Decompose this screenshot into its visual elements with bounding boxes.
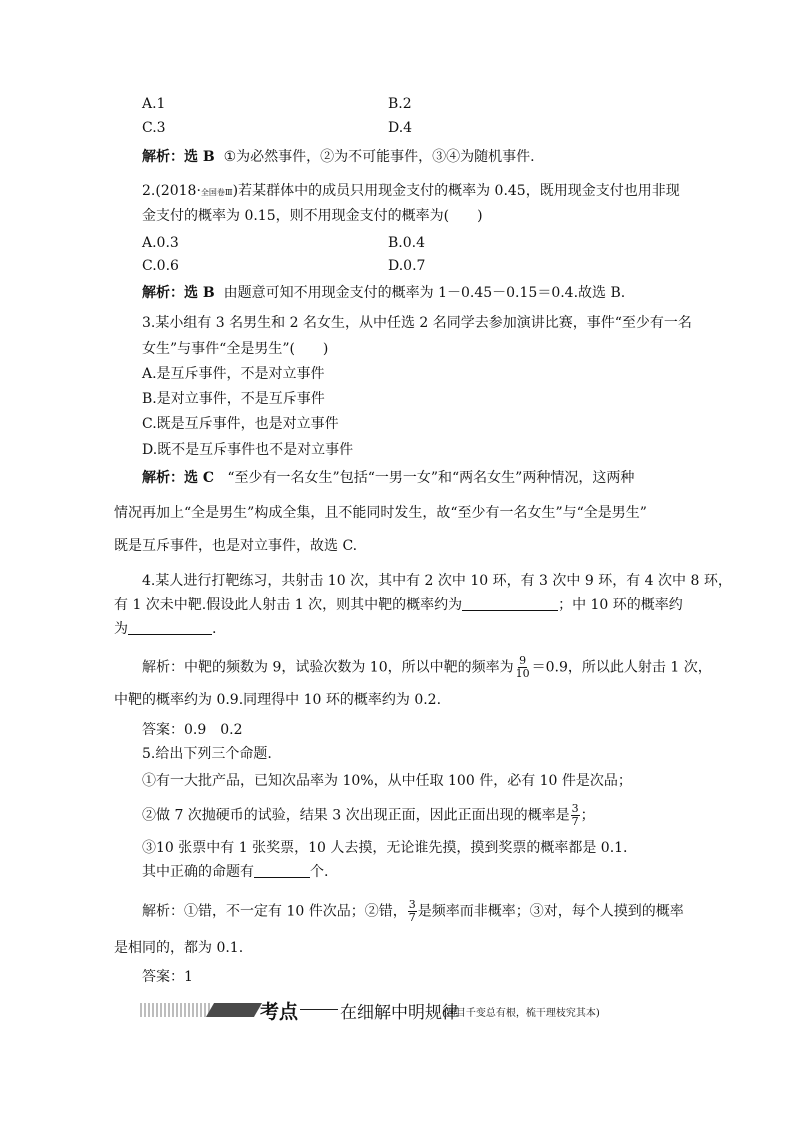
q3-solution-line3: 既是互斥事件，也是对立事件，故选 C. — [114, 538, 358, 554]
q2-option-a: A.0.3 — [142, 235, 179, 251]
banner-bar-decoration — [206, 1003, 262, 1017]
answer-blank-2[interactable] — [128, 620, 212, 635]
fraction-denominator: 7 — [408, 911, 416, 924]
q4-answer: 答案：0.9 0.2 — [142, 722, 243, 738]
q3-solution-line2: 情况再加上“全是男生”构成全集，且不能同时发生，故“至少有一名女生”与“全是男生” — [114, 505, 647, 521]
banner-subtitle: 在细解中明规律 — [340, 1003, 459, 1023]
q4-stem-line1: 4.某人进行打靶练习，共射击 10 次，其中有 2 次中 10 环，有 3 次中 9 环，有 4 次中 8 环， — [142, 573, 732, 589]
q3-solution-text: “至少有一名女生”包括“一男一女”和“两名女生”两种情况，这两种 — [227, 470, 635, 486]
q2-option-d: D.0.7 — [388, 258, 426, 274]
q3-solution-label: 解析：选 C — [142, 470, 215, 486]
fraction-denominator: 7 — [571, 815, 579, 828]
q3-stem-line2: 女生”与事件“全是男生”( ) — [142, 341, 329, 357]
q2-solution-text: 由题意可知不用现金支付的概率为 1－0.45－0.15＝0.4.故选 B. — [223, 285, 626, 301]
q3-option-b: B.是对立事件，不是互斥事件 — [142, 391, 325, 407]
q4-stem-line2 — [114, 595, 683, 615]
fraction-3-7 — [408, 899, 417, 924]
section-banner — [140, 997, 660, 1023]
q5-stem-line1: 5.给出下列三个命题. — [142, 746, 272, 762]
q4-stem-text-d: . — [212, 621, 217, 637]
q2-stem-text: )若某群体中的成员只用现金支付的概率为 0.45，既用现金支付也用非现 — [232, 183, 680, 199]
q5-solution-line1 — [142, 899, 684, 924]
q1-solution — [142, 147, 535, 167]
q5-question-text-b: 个. — [310, 864, 329, 880]
answer-blank-3[interactable] — [254, 863, 310, 878]
q5-proposition-2 — [142, 803, 595, 828]
q4-stem-text-c: 为 — [114, 621, 128, 637]
q4-stem-line3 — [114, 619, 216, 639]
fraction-9-10 — [515, 655, 531, 680]
q4-solution-text-b: ＝0.9，所以此人射击 1 次， — [531, 659, 712, 676]
banner-dash — [300, 1009, 338, 1010]
q5-proposition-1: ①有一大批产品，已知次品率为 10%，从中任取 100 件，必有 10 件是次品； — [142, 773, 632, 789]
q5-proposition-3: ③10 张票中有 1 张奖票，10 人去摸，无论谁先摸，摸到奖票的概率都是 0.1. — [142, 840, 628, 856]
fraction-3-7 — [571, 803, 580, 828]
q4-stem-text-a: 有 1 次未中靶.假设此人射击 1 次，则其中靶的概率约为 — [114, 597, 463, 613]
q2-option-c: C.0.6 — [142, 258, 179, 274]
q1-option-c: C.3 — [142, 120, 166, 136]
banner-stripe-decoration — [140, 1003, 210, 1017]
q2-solution-label: 解析：选 B — [142, 285, 215, 301]
q3-option-c: C.既是互斥事件，也是对立事件 — [142, 416, 339, 432]
q5-solution-text-a: 解析：①错，不一定有 10 件次品；②错， — [142, 903, 407, 920]
q4-stem-text-b: ；中 10 环的概率约 — [558, 597, 683, 613]
q5-solution-line2: 是相同的，都为 0.1. — [114, 940, 244, 956]
fraction-denominator: 10 — [515, 667, 530, 680]
fraction-numerator: 3 — [571, 802, 579, 815]
q2-stem-line2: 金支付的概率为 0.15，则不用现金支付的概率为( ) — [142, 208, 483, 224]
q5-proposition-2-text: ②做 7 次抛硬币的试验，结果 3 次出现正面，因此正面出现的概率是 — [142, 807, 570, 824]
q1-solution-label: 解析：选 B — [142, 149, 215, 165]
q1-option-a: A.1 — [142, 96, 166, 112]
q4-solution-line2: 中靶的概率约为 0.9.同理得中 10 环的概率约为 0.2. — [114, 692, 442, 708]
banner-note: (题目千变总有根，梳干理枝究其本) — [442, 1008, 600, 1019]
q2-solution — [142, 283, 625, 303]
q1-option-d: D.4 — [388, 120, 413, 136]
q1-solution-text: ①为必然事件，②为不可能事件，③④为随机事件. — [223, 149, 535, 165]
q4-solution-text-a: 解析：中靶的频数为 9，试验次数为 10，所以中靶的频率为 — [142, 659, 514, 676]
q5-solution-text-b: 是频率而非概率；③对，每个人摸到的概率 — [417, 903, 684, 920]
fraction-numerator: 9 — [519, 654, 527, 667]
q3-option-a: A.是互斥事件，不是对立事件 — [142, 366, 325, 382]
q3-solution-line1 — [142, 468, 634, 488]
q5-question — [142, 862, 328, 882]
q1-option-b: B.2 — [388, 96, 412, 112]
q2-option-b: B.0.4 — [388, 235, 426, 251]
q5-question-text-a: 其中正确的命题有 — [142, 864, 254, 880]
q2-source: 全国卷Ⅲ — [200, 188, 233, 197]
q2-number: 2.(2018· — [142, 183, 201, 199]
fraction-numerator: 3 — [408, 898, 416, 911]
q5-answer: 答案：1 — [142, 969, 193, 985]
q2-stem-line1 — [142, 181, 680, 203]
q3-option-d: D.既不是互斥事件也不是对立事件 — [142, 442, 354, 458]
banner-title: 考点 — [260, 1001, 299, 1023]
q4-solution-line1 — [142, 655, 712, 680]
q3-stem-line1: 3.某小组有 3 名男生和 2 名女生，从中任选 2 名同学去参加演讲比赛，事件“至少有一名 — [142, 315, 692, 331]
answer-blank-1[interactable] — [462, 596, 558, 611]
q5-proposition-2-end: ； — [580, 807, 595, 824]
